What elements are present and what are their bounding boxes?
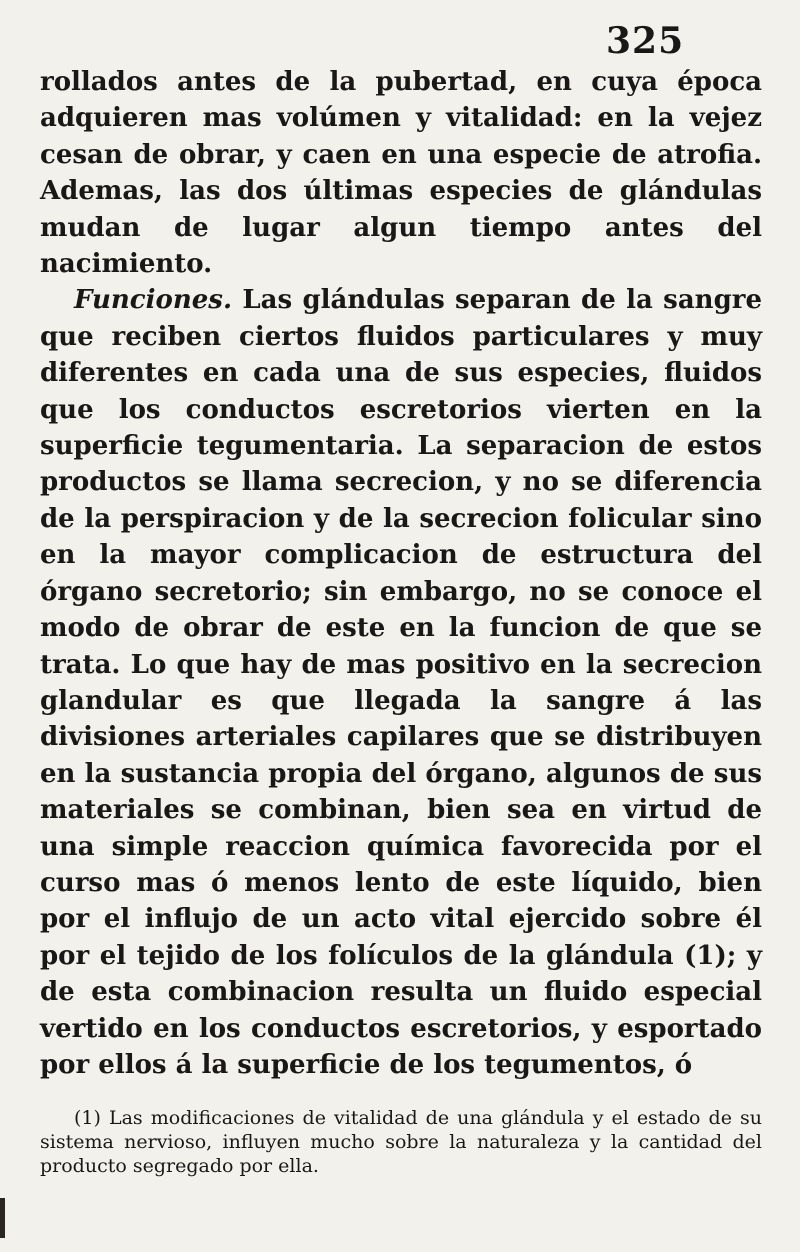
body-text [40, 64, 762, 1083]
paragraph-funciones [40, 282, 762, 1083]
footnote [40, 1106, 762, 1178]
paragraph-continuation: rollados antes de la pubertad, en cuya época adquieren mas volúmen y vitalidad: en la vejez cesan de obrar, y caen en una especie de atrofia. Ademas, las dos últimas especies de glándulas mudan de lugar algun tiempo antes del nacimiento. [40, 67, 762, 280]
page-number: 325 [606, 20, 685, 62]
footnote-text: (1) Las modificaciones de vitalidad de una glándula y el estado de su sistema nervioso, influyen mucho sobre la naturaleza y la cantidad del producto segregado por ella. [40, 1107, 762, 1177]
page-edge-mark [0, 1198, 5, 1238]
paragraph-funciones-text: Las glándulas separan de la sangre que reciben ciertos fluidos particulares y muy diferentes en cada una de sus especies, fluidos que los conductos escretorios vierten en la superficie tegumentaria. La separacion de estos productos se llama secrecion, y no se diferencia de la perspiracion y de la secrecion folicular sino en la mayor complicacion de estructura del órgano secretorio; sin embargo, no se conoce el modo de obrar de este en la funcion de que se trata. Lo que hay de mas positivo en la secrecion glandular es que llegada la sangre á las divisiones arteriales capilares que se distribuyen en la sustancia propia del órgano, algunos de sus materiales se combinan, bien sea en virtud de una simple reaccion química favorecida por el curso mas ó menos lento de este líquido, bien por el influjo de un acto vital ejercido sobre él por el tejido de los folículos de la glándula (1); y de esta combinacion resulta un fluido especial vertido en los conductos escretorios, y esportado por ellos á la superficie de los tegumentos, ó [40, 285, 762, 1080]
section-label: Funciones. [74, 285, 232, 316]
